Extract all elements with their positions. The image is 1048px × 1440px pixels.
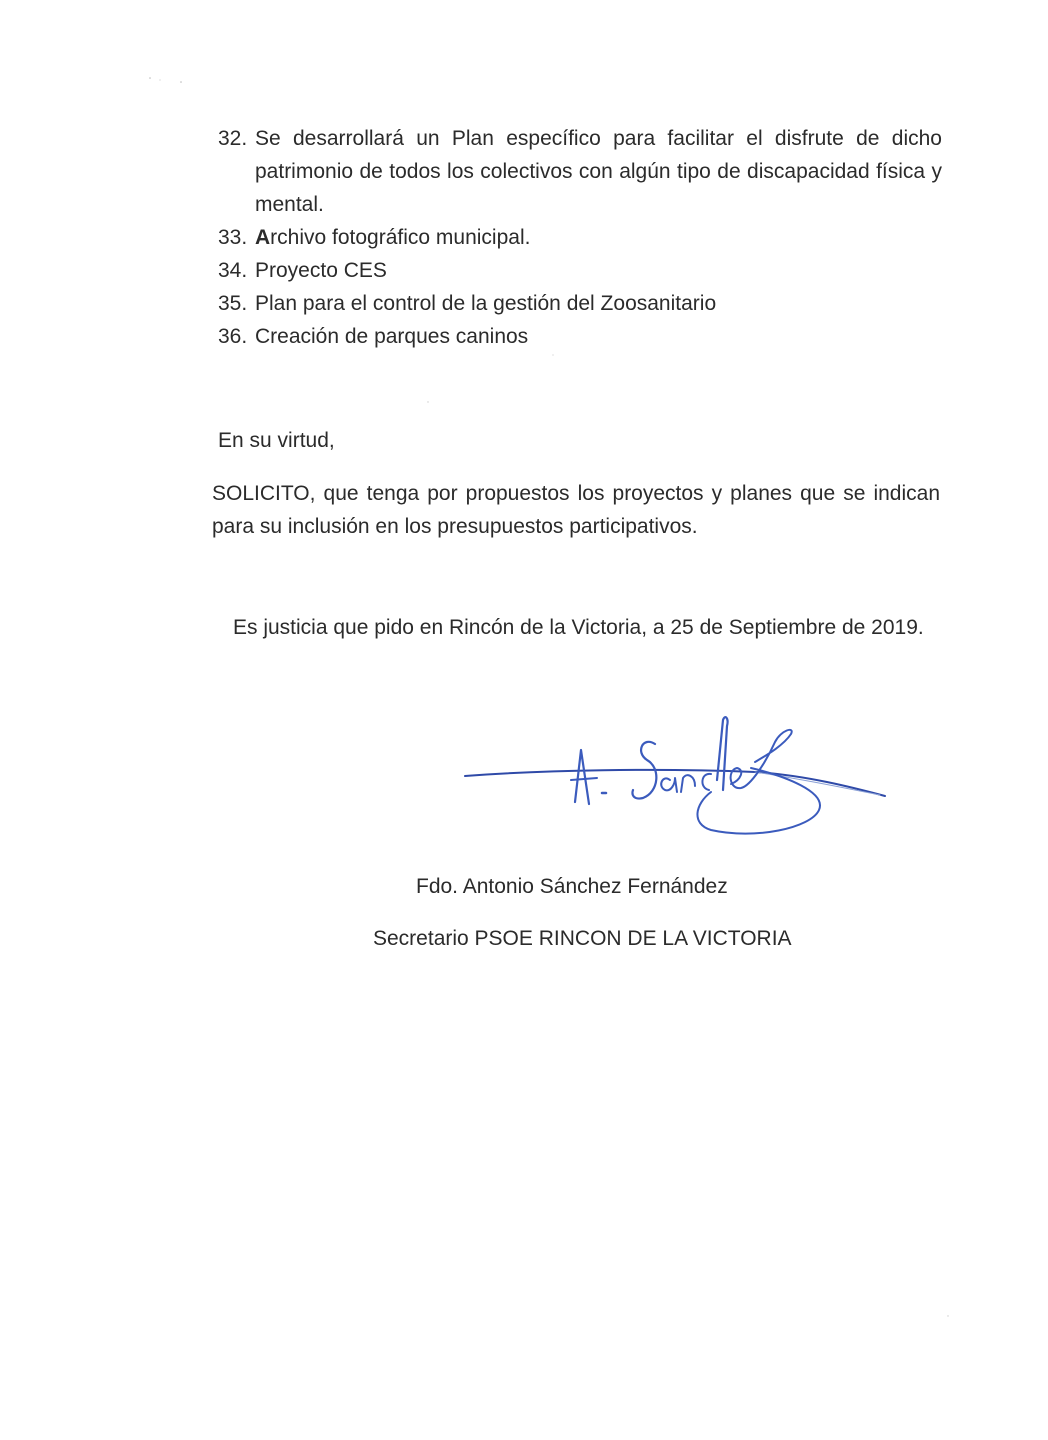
list-item-text: Proyecto CES [255, 259, 387, 282]
list-item-number: 32. [218, 127, 248, 150]
numbered-list [214, 122, 942, 353]
list-item [214, 320, 942, 353]
list-item [214, 221, 942, 254]
list-item [214, 254, 942, 287]
list-item-number: 34. [218, 259, 248, 282]
handwritten-signature [455, 700, 895, 850]
signer-name: Fdo. Antonio Sánchez Fernández [416, 875, 728, 898]
closing-justicia: Es justicia que pido en Rincón de la Victoria, a 25 de Septiembre de 2019. [233, 616, 924, 639]
list-item [214, 122, 942, 221]
list-item-text: Archivo fotográfico municipal. [255, 226, 531, 249]
list-item [214, 287, 942, 320]
list-item-number: 35. [218, 292, 248, 315]
list-item-text: Se desarrollará un Plan específico para facilitar el disfrute de dicho patrimonio de todos los colectivos con algún tipo de discapacidad física y mental. [255, 127, 942, 216]
list-item-text: Plan para el control de la gestión del Zoosanitario [255, 292, 717, 315]
list-item-text: Creación de parques caninos [255, 325, 529, 348]
list-item-number: 36. [218, 325, 248, 348]
signature-letter-a [575, 750, 589, 804]
closing-virtud: En su virtud, [218, 429, 335, 452]
closing-solicito: SOLICITO, que tenga por propuestos los proyectos y planes que se indican para su inclusión en los presupuestos participativos. [212, 482, 940, 538]
list-item-number: 33. [218, 226, 248, 249]
signer-role: Secretario PSOE RINCON DE LA VICTORIA [373, 927, 792, 950]
